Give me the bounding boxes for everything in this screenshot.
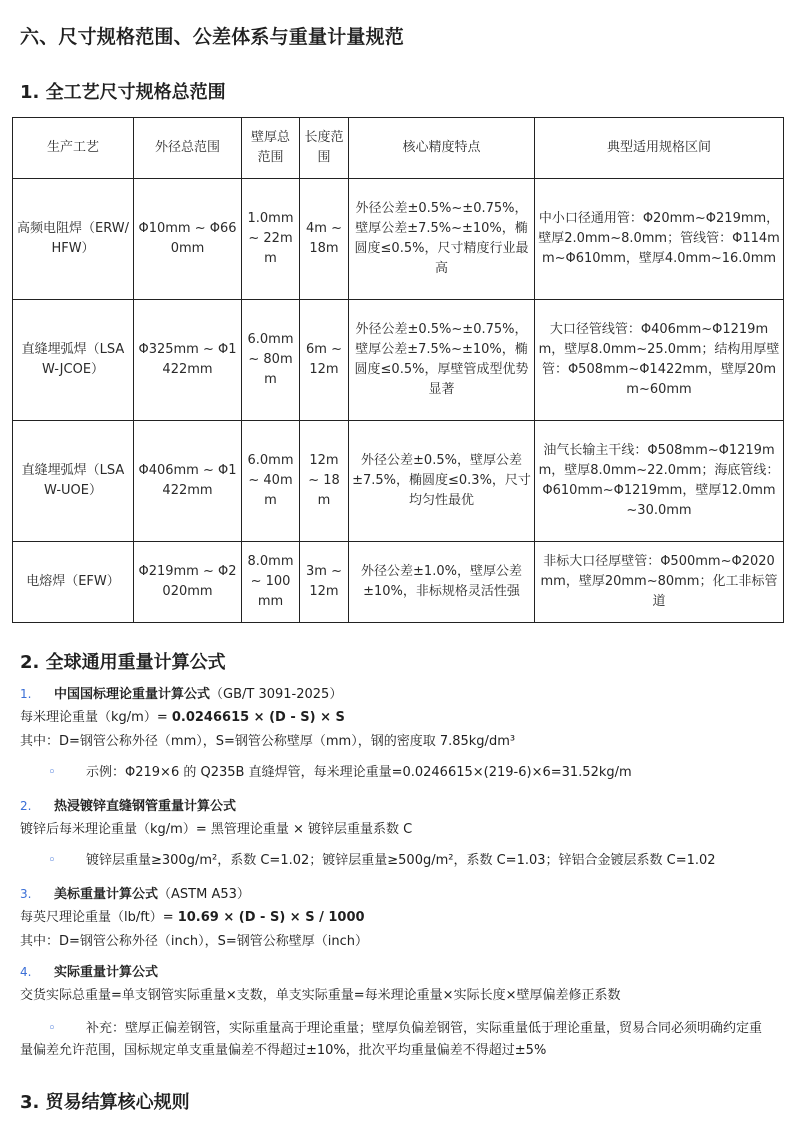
table-cell: 高频电阻焊（ERW/HFW） [13,179,134,300]
formula-heading: 中国国标理论重量计算公式 [54,687,211,702]
subsection-title-3: 3. 贸易结算核心规则 [20,1092,190,1113]
formula-line: 镀锌后每米理论重量（kg/m）= 黑管理论重量 × 镀锌层重量系数 C [20,822,413,837]
formula-line [20,908,365,928]
table-header-cell: 核心精度特点 [349,118,535,179]
table-cell: 4m ~ 18m [300,179,349,300]
bullet-marker: ◦ [48,1021,56,1036]
table-cell: 电熔焊（EFW） [13,542,134,623]
table-cell: 6.0mm ~ 40mm [242,421,300,542]
list-number: 1. [20,687,32,701]
table-cell: 8.0mm ~ 100mm [242,542,300,623]
formula-item-title [20,962,158,983]
table-header-row [13,118,784,179]
table-cell: 直缝埋弧焊（LSAW-UOE） [13,421,134,542]
formula-line: 交货实际总重量=单支钢管实际重量×支数，单支实际重量=每米理论重量×实际长度×壁厚偏差修正系数 [20,988,621,1003]
bullet-text: 镀锌层重量≥300g/m²，系数 C=1.02；镀锌层重量≥500g/m²，系数 C=1.03；锌铝合金镀层系数 C=1.02 [86,853,716,868]
formula-note [20,850,770,872]
table-cell: 外径公差±0.5%~±0.75%，壁厚公差±7.5%~±10%，椭圆度≤0.5%，厚壁管成型优势显著 [349,300,535,421]
table-cell: 外径公差±0.5%，壁厚公差±7.5%，椭圆度≤0.3%，尺寸均匀性最优 [349,421,535,542]
table-row [13,300,784,421]
subsection-title-2: 2. 全球通用重量计算公式 [20,652,226,673]
formula-where: 其中：D=钢管公称外径（inch），S=钢管公称壁厚（inch） [20,934,369,949]
formula-heading: 美标重量计算公式 [54,887,159,902]
table-cell: 6.0mm ~ 80mm [242,300,300,421]
list-number: 2. [20,799,32,813]
table-cell: 外径公差±1.0%，壁厚公差±10%，非标规格灵活性强 [349,542,535,623]
table-cell: 直缝埋弧焊（LSAW-JCOE） [13,300,134,421]
table-header-cell: 外径总范围 [134,118,242,179]
formula-prefix: 每米理论重量（kg/m）= [20,710,172,725]
list-number: 4. [20,965,32,979]
formula-heading: 实际重量计算公式 [54,965,159,980]
spec-table [12,117,784,623]
formula-where: 其中：D=钢管公称外径（mm），S=钢管公称壁厚（mm），钢的密度取 7.85kg/dm³ [20,734,516,749]
table-cell: Φ325mm ~ Φ1422mm [134,300,242,421]
bullet-marker: ◦ [48,853,56,868]
table-row [13,542,784,623]
table-header-cell: 壁厚总范围 [242,118,300,179]
section-title: 六、尺寸规格范围、公差体系与重量计量规范 [20,26,405,48]
formula-example [20,762,770,784]
subsection-title-1: 1. 全工艺尺寸规格总范围 [20,82,226,103]
formula-item-title [20,684,342,705]
formula-line [20,708,345,728]
bullet-text: 示例：Φ219×6 的 Q235B 直缝焊管，每米理论重量=0.0246615×(219-6)×6=31.52kg/m [86,765,632,780]
table-cell: 中小口径通用管：Φ20mm~Φ219mm，壁厚2.0mm~8.0mm；管线管：Φ114mm~Φ610mm，壁厚4.0mm~16.0mm [535,179,784,300]
table-cell: 1.0mm ~ 22mm [242,179,300,300]
table-header-cell: 典型适用规格区间 [535,118,784,179]
table-cell: 大口径管线管：Φ406mm~Φ1219mm，壁厚8.0mm~25.0mm；结构用厚壁管：Φ508mm~Φ1422mm，壁厚20mm~60mm [535,300,784,421]
table-row [13,421,784,542]
formula-item-title [20,884,250,905]
table-cell: Φ219mm ~ Φ2020mm [134,542,242,623]
formula-prefix: 每英尺理论重量（lb/ft）= [20,910,178,925]
table-cell: 3m ~ 12m [300,542,349,623]
table-cell: 外径公差±0.5%~±0.75%，壁厚公差±7.5%~±10%，椭圆度≤0.5%，尺寸精度行业最高 [349,179,535,300]
formula-standard-ref: （ASTM A53） [158,887,250,902]
bullet-marker: ◦ [48,765,56,780]
table-cell: 6m ~ 12m [300,300,349,421]
formula-note [20,1018,770,1062]
formula-expression: 0.0246615 × (D - S) × S [171,710,345,725]
formula-expression: 10.69 × (D - S) × S / 1000 [177,910,365,925]
formula-standard-ref: （GB/T 3091-2025） [210,687,343,702]
table-cell: 油气长输主干线：Φ508mm~Φ1219mm，壁厚8.0mm~22.0mm；海底管线：Φ610mm~Φ1219mm，壁厚12.0mm~30.0mm [535,421,784,542]
table-cell: 12m ~ 18m [300,421,349,542]
table-cell: 非标大口径厚壁管：Φ500mm~Φ2020mm，壁厚20mm~80mm；化工非标管道 [535,542,784,623]
formula-item-title [20,796,236,817]
table-cell: Φ406mm ~ Φ1422mm [134,421,242,542]
table-header-cell: 生产工艺 [13,118,134,179]
table-cell: Φ10mm ~ Φ660mm [134,179,242,300]
bullet-text: 补充：壁厚正偏差钢管，实际重量高于理论重量；壁厚负偏差钢管，实际重量低于理论重量，贸易合同必须明确约定重量偏差允许范围，国标规定单支重量偏差不得超过±10%，批次平均重量偏差不得超过±5% [20,1021,763,1058]
formula-heading: 热浸镀锌直缝钢管重量计算公式 [54,799,237,814]
table-row [13,179,784,300]
list-number: 3. [20,887,32,901]
table-header-cell: 长度范围 [300,118,349,179]
